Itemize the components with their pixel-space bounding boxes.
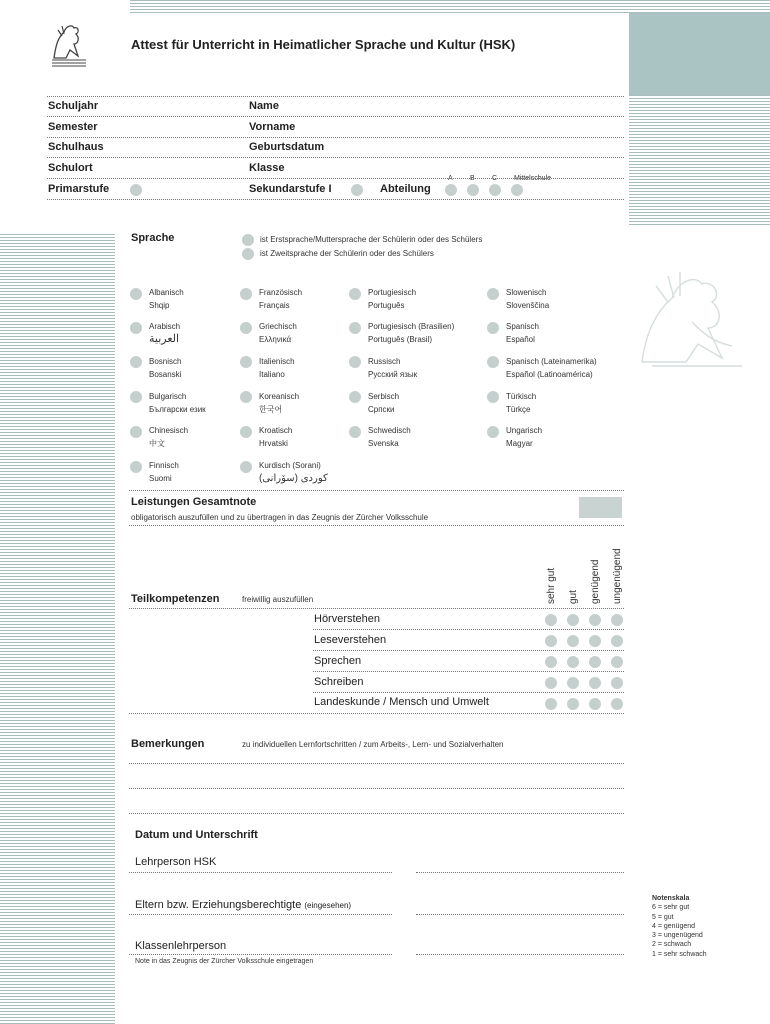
klassenlehrperson-label: Klassenlehrperson <box>135 940 227 952</box>
schreiben-genuegend-radio[interactable] <box>589 677 601 689</box>
bemerkungen-line-1[interactable] <box>129 763 624 764</box>
right-stripe-band <box>629 95 770 225</box>
language-serbisch: Serbisch Српски <box>368 392 400 414</box>
language-radio-franzoesisch[interactable] <box>240 288 252 300</box>
field-vorname: Vorname <box>249 121 296 133</box>
page-title: Attest für Unterricht in Heimatlicher Sprache und Kultur (HSK) <box>131 37 516 52</box>
divider <box>47 137 624 138</box>
language-ungarisch: Ungarisch Magyar <box>506 426 543 448</box>
language-finnisch: Finnisch Suomi <box>149 461 179 483</box>
grade-header-genuegend: genügend <box>590 559 601 604</box>
schreiben-ungenuegend-radio[interactable] <box>611 677 623 689</box>
eltern-label <box>135 899 351 911</box>
leseverstehen-ungenuegend-radio[interactable] <box>611 635 623 647</box>
field-klasse: Klasse <box>249 162 285 174</box>
grade-header-ungenuegend: ungenügend <box>612 548 623 604</box>
language-bulgarisch: Bulgarisch Български език <box>149 392 206 414</box>
grade-header-sehr-gut: sehr gut <box>546 567 557 604</box>
signature-heading: Datum und Unterschrift <box>135 829 258 841</box>
language-radio-schwedisch[interactable] <box>349 426 361 438</box>
language-radio-tuerkisch[interactable] <box>487 391 499 403</box>
language-radio-serbisch[interactable] <box>349 391 361 403</box>
abteilung-b-radio[interactable] <box>467 184 479 196</box>
field-name: Name <box>249 100 279 112</box>
divider <box>129 525 624 526</box>
field-schulhaus: Schulhaus <box>48 141 104 153</box>
leseverstehen-gut-radio[interactable] <box>567 635 579 647</box>
gesamtnote-box[interactable] <box>579 497 622 518</box>
landeskunde-ungenuegend-radio[interactable] <box>611 698 623 710</box>
klassenlehrperson-line-1[interactable] <box>129 954 392 955</box>
abteilung-option-c-label: C <box>492 175 498 182</box>
sekundarstufe-radio[interactable] <box>351 184 363 196</box>
teilkompetenzen-note: freiwillig auszufüllen <box>242 595 314 604</box>
top-stripe-band <box>130 0 770 13</box>
divider <box>129 608 624 609</box>
bemerkungen-heading: Bemerkungen <box>131 738 205 750</box>
lehrperson-label: Lehrperson HSK <box>135 856 217 868</box>
divider <box>129 713 624 714</box>
abteilung-a-radio[interactable] <box>445 184 457 196</box>
language-russisch: Russisch Русский язык <box>368 357 418 379</box>
language-radio-spanisch-lateinamerika[interactable] <box>487 356 499 368</box>
top-right-panel <box>629 13 770 95</box>
language-chinesisch: Chinesisch 中文 <box>149 426 189 448</box>
divider <box>313 692 624 693</box>
divider <box>129 490 624 491</box>
kompetenz-schreiben: Schreiben <box>314 676 364 688</box>
notenskala-title: Notenskala <box>652 895 690 902</box>
teilkompetenzen-heading: Teilkompetenzen <box>131 593 220 605</box>
leistungen-heading: Leistungen Gesamtnote <box>131 496 257 508</box>
leistungen-note: obligatorisch auszufüllen und zu übertragen in das Zeugnis der Zürcher Volksschule <box>131 513 429 522</box>
leseverstehen-genuegend-radio[interactable] <box>589 635 601 647</box>
kompetenz-sprechen: Sprechen <box>314 655 362 667</box>
divider <box>313 650 624 651</box>
eltern-label-text: Eltern bzw. Erziehungsberechtigte <box>135 899 302 911</box>
field-semester: Semester <box>48 121 98 133</box>
language-radio-italienisch[interactable] <box>240 356 252 368</box>
language-spanisch: Spanisch Español <box>506 322 539 344</box>
notenskala-item: 4 = genügend <box>652 922 696 930</box>
schreiben-sehr-gut-radio[interactable] <box>545 677 557 689</box>
divider <box>313 629 624 630</box>
language-italienisch: Italienisch Italiano <box>259 357 295 379</box>
language-radio-portugiesisch-brasilien[interactable] <box>349 322 361 334</box>
abteilung-mittelschule-radio[interactable] <box>511 184 523 196</box>
zweitsprache-label: ist Zweitsprache der Schülerin oder des Schülers <box>260 249 434 258</box>
erstsprache-radio[interactable] <box>242 234 254 246</box>
divider <box>47 96 624 97</box>
language-franzoesisch: Französisch Français <box>259 288 303 310</box>
kompetenz-leseverstehen: Leseverstehen <box>314 634 387 646</box>
language-kroatisch: Kroatisch Hrvatski <box>259 426 293 448</box>
abteilung-c-radio[interactable] <box>489 184 501 196</box>
bemerkungen-line-3[interactable] <box>129 813 624 814</box>
language-griechisch: Griechisch Ελληνικά <box>259 322 297 344</box>
language-radio-portugiesisch[interactable] <box>349 288 361 300</box>
eltern-line-2[interactable] <box>416 914 624 915</box>
language-slowenisch: Slowenisch Slovenščina <box>506 288 550 310</box>
divider <box>47 116 624 117</box>
grade-header-gut: gut <box>568 590 579 604</box>
language-radio-koreanisch[interactable] <box>240 391 252 403</box>
abteilung-option-b-label: B <box>470 175 475 182</box>
eltern-note: (eingesehen) <box>304 901 352 910</box>
field-abteilung: Abteilung <box>380 183 431 195</box>
primarstufe-radio[interactable] <box>130 184 142 196</box>
notenskala-item: 3 = ungenügend <box>652 932 703 940</box>
lehrperson-line-1[interactable] <box>129 872 392 873</box>
schreiben-gut-radio[interactable] <box>567 677 579 689</box>
notenskala <box>652 894 707 959</box>
language-albanisch: Albanisch Shqip <box>149 288 184 310</box>
klassenlehrperson-line-2[interactable] <box>416 954 624 955</box>
language-koreanisch: Koreanisch 한국어 <box>259 392 300 414</box>
sprache-heading: Sprache <box>131 232 175 244</box>
language-radio-arabisch[interactable] <box>130 322 142 334</box>
sprechen-gut-radio[interactable] <box>567 656 579 668</box>
language-kurdisch-sorani: Kurdisch (Sorani) (کوردی (سۆرانی <box>259 461 328 484</box>
sprechen-genuegend-radio[interactable] <box>589 656 601 668</box>
language-spanisch-lateinamerika: Spanisch (Lateinamerika) Español (Latinoamérica) <box>506 357 597 379</box>
language-portugiesisch-brasilien: Portugiesisch (Brasilien) Português (Brasil) <box>368 322 455 344</box>
language-radio-bosnisch[interactable] <box>130 356 142 368</box>
notenskala-item: 1 = sehr schwach <box>652 950 707 958</box>
divider <box>47 157 624 158</box>
field-geburtsdatum: Geburtsdatum <box>249 141 325 153</box>
bemerkungen-note: zu individuellen Lernfortschritten / zum Arbeits-, Lern- und Sozialverhalten <box>242 740 504 749</box>
watermark-lion-icon <box>632 262 752 372</box>
language-radio-bulgarisch[interactable] <box>130 391 142 403</box>
language-radio-finnisch[interactable] <box>130 461 142 473</box>
notenskala-item: 2 = schwach <box>652 941 692 949</box>
zweitsprache-radio[interactable] <box>242 248 254 260</box>
divider <box>47 199 624 200</box>
abteilung-option-mittelschule-label: Mittelschule <box>514 175 551 182</box>
leseverstehen-sehr-gut-radio[interactable] <box>545 635 557 647</box>
language-radio-kurdisch-sorani[interactable] <box>240 461 252 473</box>
field-primarstufe: Primarstufe <box>48 183 110 195</box>
hoerverstehen-genuegend-radio[interactable] <box>589 614 601 626</box>
sprechen-sehr-gut-radio[interactable] <box>545 656 557 668</box>
hoerverstehen-ungenuegend-radio[interactable] <box>611 614 623 626</box>
eltern-line-1[interactable] <box>129 914 392 915</box>
language-radio-ungarisch[interactable] <box>487 426 499 438</box>
language-bosnisch: Bosnisch Bosanski <box>149 357 182 379</box>
landeskunde-genuegend-radio[interactable] <box>589 698 601 710</box>
landeskunde-gut-radio[interactable] <box>567 698 579 710</box>
divider <box>47 178 624 179</box>
klassenlehrperson-note: Note in das Zeugnis der Zürcher Volksschule eingetragen <box>135 958 314 965</box>
language-radio-slowenisch[interactable] <box>487 288 499 300</box>
hoerverstehen-sehr-gut-radio[interactable] <box>545 614 557 626</box>
sprechen-ungenuegend-radio[interactable] <box>611 656 623 668</box>
language-radio-albanisch[interactable] <box>130 288 142 300</box>
bemerkungen-line-2[interactable] <box>129 788 624 789</box>
field-schulort: Schulort <box>48 162 93 174</box>
language-radio-russisch[interactable] <box>349 356 361 368</box>
language-portugiesisch: Portugiesisch Português <box>368 288 417 310</box>
notenskala-item: 6 = sehr gut <box>652 904 690 912</box>
language-radio-griechisch[interactable] <box>240 322 252 334</box>
abteilung-option-a-label: A <box>448 175 453 182</box>
language-radio-kroatisch[interactable] <box>240 426 252 438</box>
field-sekundarstufe: Sekundarstufe I <box>249 183 332 195</box>
language-radio-spanisch[interactable] <box>487 322 499 334</box>
kompetenz-landeskunde: Landeskunde / Mensch und Umwelt <box>314 696 489 708</box>
language-schwedisch: Schwedisch Svenska <box>368 426 411 448</box>
kompetenz-hoerverstehen: Hörverstehen <box>314 613 381 625</box>
hoerverstehen-gut-radio[interactable] <box>567 614 579 626</box>
divider <box>313 671 624 672</box>
language-arabisch: Arabisch العربية <box>149 322 181 345</box>
lehrperson-line-2[interactable] <box>416 872 624 873</box>
landeskunde-sehr-gut-radio[interactable] <box>545 698 557 710</box>
left-stripe-band <box>0 234 115 1024</box>
field-schuljahr: Schuljahr <box>48 100 99 112</box>
notenskala-item: 5 = gut <box>652 913 674 921</box>
language-radio-chinesisch[interactable] <box>130 426 142 438</box>
erstsprache-label: ist Erstsprache/Muttersprache der Schülerin oder des Schülers <box>260 235 483 244</box>
language-tuerkisch: Türkisch Türkçe <box>506 392 537 414</box>
canton-lion-logo <box>48 20 90 68</box>
